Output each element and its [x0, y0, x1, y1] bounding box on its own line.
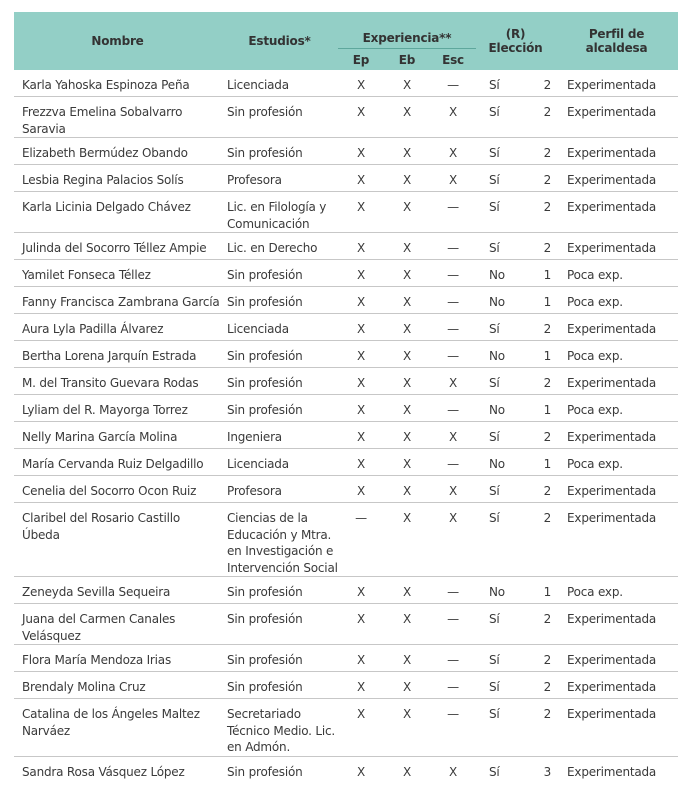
cell-reeleccion: Sí — [476, 672, 526, 699]
cell-elecciones: 2 — [526, 476, 555, 503]
cell-reeleccion: Sí — [476, 604, 526, 645]
cell-eb: X — [384, 449, 430, 476]
table-row — [14, 577, 678, 604]
cell-elecciones: 2 — [526, 645, 555, 672]
cell-estudios: Profesora — [221, 165, 338, 192]
cell-eb: X — [384, 503, 430, 577]
cell-estudios: Sin profesión — [221, 672, 338, 699]
cell-reeleccion: Sí — [476, 422, 526, 449]
cell-esc: — — [430, 192, 476, 233]
cell-estudios: Sin profesión — [221, 260, 338, 287]
cell-estudios: Sin profesión — [221, 368, 338, 395]
cell-reeleccion: Sí — [476, 476, 526, 503]
cell-eb: X — [384, 260, 430, 287]
cell-estudios: Sin profesión — [221, 138, 338, 165]
cell-nombre: Julinda del Socorro Téllez Ampie — [14, 233, 221, 260]
cell-estudios: Sin profesión — [221, 645, 338, 672]
cell-esc: — — [430, 604, 476, 645]
cell-nombre: Zeneyda Sevilla Sequeira — [14, 577, 221, 604]
cell-ep: X — [338, 604, 384, 645]
cell-eb: X — [384, 70, 430, 97]
header-experiencia: Experiencia** — [338, 12, 476, 49]
cell-ep: X — [338, 449, 384, 476]
table-row — [14, 503, 678, 577]
cell-esc: X — [430, 138, 476, 165]
cell-eb: X — [402, 764, 412, 779]
cell-ep: X — [338, 165, 384, 192]
cell-estudios: Sin profesión — [221, 341, 338, 368]
cell-ep: X — [338, 341, 384, 368]
cell-perfil: Experimentada — [555, 192, 678, 233]
cell-nombre: Nelly Marina García Molina — [14, 422, 221, 449]
cell-ep: X — [338, 287, 384, 314]
cell-perfil: Experimentada — [567, 764, 657, 779]
cell-ep: X — [338, 577, 384, 604]
cell-eb: X — [384, 577, 430, 604]
table-row — [14, 314, 678, 341]
cell-elecciones: 2 — [526, 672, 555, 699]
table-row — [14, 260, 678, 287]
cell-elecciones: 2 — [526, 165, 555, 192]
cell-perfil: Poca exp. — [555, 341, 678, 368]
cell-elecciones: 1 — [526, 341, 555, 368]
cell-perfil: Experimentada — [555, 672, 678, 699]
cell-esc: — — [430, 672, 476, 699]
cell-reeleccion: Sí — [476, 368, 526, 395]
cell-elecciones: 1 — [526, 577, 555, 604]
cell-esc: — — [430, 699, 476, 757]
cell-eb: X — [384, 422, 430, 449]
cell-perfil: Poca exp. — [555, 577, 678, 604]
cell-reeleccion: No — [476, 260, 526, 287]
cell-estudios: Licenciada — [221, 314, 338, 341]
cell-reeleccion: Sí — [476, 70, 526, 97]
cell-nombre: Karla Licinia Delgado Chávez — [14, 192, 221, 233]
table-row — [14, 672, 678, 699]
cell-esc: — — [430, 287, 476, 314]
header-eb: Eb — [384, 49, 430, 71]
cell-nombre: Cenelia del Socorro Ocon Ruiz — [14, 476, 221, 503]
cell-ep: X — [338, 672, 384, 699]
cell-reeleccion: No — [476, 449, 526, 476]
cell-nombre: Frezzva Emelina Sobalvarro Saravia — [14, 97, 221, 138]
table-row — [14, 233, 678, 260]
cell-eb: X — [384, 287, 430, 314]
cell-eb: X — [384, 314, 430, 341]
cell-eb: X — [384, 192, 430, 233]
cell-nombre: Catalina de los Ángeles Maltez Narváez — [14, 699, 221, 757]
cell-ep: X — [338, 138, 384, 165]
cell-nombre: Karla Yahoska Espinoza Peña — [14, 70, 221, 97]
cell-estudios: Ingeniera — [221, 422, 338, 449]
cell-elecciones: 2 — [526, 604, 555, 645]
header-ep: Ep — [338, 49, 384, 71]
cell-elecciones: 2 — [526, 314, 555, 341]
cell-perfil: Poca exp. — [555, 287, 678, 314]
cell-ep: X — [338, 422, 384, 449]
cell-perfil: Experimentada — [555, 165, 678, 192]
cell-perfil: Experimentada — [555, 422, 678, 449]
cell-esc: — — [430, 233, 476, 260]
table-row — [14, 395, 678, 422]
cell-elecciones: 2 — [526, 192, 555, 233]
cell-estudios: Licenciada — [221, 449, 338, 476]
cell-eb: X — [384, 368, 430, 395]
cell-esc: — — [430, 341, 476, 368]
cell-eb: X — [384, 233, 430, 260]
table-row — [14, 341, 678, 368]
cell-elecciones: 2 — [526, 70, 555, 97]
cell-ep: X — [338, 192, 384, 233]
alcaldesas-table — [14, 12, 678, 783]
table-row — [14, 699, 678, 757]
cell-nombre: Brendaly Molina Cruz — [14, 672, 221, 699]
cell-estudios: Sin profesión — [221, 604, 338, 645]
table-row — [14, 192, 678, 233]
cell-eb: X — [384, 699, 430, 757]
cell-esc: — — [430, 395, 476, 422]
cell-reeleccion: Sí — [476, 314, 526, 341]
cell-ep: X — [338, 314, 384, 341]
cell-nombre: Claribel del Rosario Castillo Úbeda — [14, 503, 221, 577]
header-estudios: Estudios* — [221, 12, 338, 70]
cell-ep: X — [356, 764, 366, 779]
header-perfil: Perfil de alcaldesa — [555, 12, 678, 70]
cell-eb: X — [384, 476, 430, 503]
table-row — [14, 476, 678, 503]
cell-estudios: Sin profesión — [221, 395, 338, 422]
cell-esc: — — [430, 70, 476, 97]
cell-eb: X — [384, 341, 430, 368]
cell-esc: — — [430, 645, 476, 672]
cell-perfil: Poca exp. — [555, 395, 678, 422]
cell-esc: X — [448, 764, 458, 779]
cell-estudios: Sin profesión — [227, 764, 303, 779]
cell-perfil: Experimentada — [555, 233, 678, 260]
cell-reeleccion: Sí — [476, 233, 526, 260]
cell-ep: X — [338, 699, 384, 757]
cell-ep: X — [338, 395, 384, 422]
cell-reeleccion: Sí — [476, 192, 526, 233]
cell-esc: X — [430, 476, 476, 503]
cell-nombre: Lyliam del R. Mayorga Torrez — [14, 395, 221, 422]
cell-estudios: Sin profesión — [221, 577, 338, 604]
cell-estudios: Ciencias de la Educación y Mtra. en Investigación e Intervención Social — [221, 503, 338, 577]
cell-esc: X — [430, 165, 476, 192]
cell-nombre: Elizabeth Bermúdez Obando — [14, 138, 221, 165]
table-body — [14, 70, 678, 783]
cell-ep: X — [338, 260, 384, 287]
cell-perfil: Experimentada — [555, 604, 678, 645]
cell-ep: X — [338, 97, 384, 138]
cell-eb: X — [384, 645, 430, 672]
cell-eb: X — [384, 97, 430, 138]
cell-ep: — — [338, 503, 384, 577]
cell-reeleccion: Sí — [476, 645, 526, 672]
cell-nombre: Juana del Carmen Canales Velásquez — [14, 604, 221, 645]
cell-elecciones: 2 — [526, 368, 555, 395]
cell-estudios: Lic. en Filología y Comunicación — [221, 192, 338, 233]
cell-elecciones: 2 — [526, 422, 555, 449]
cell-reeleccion: Sí — [476, 165, 526, 192]
cell-nombre: Flora María Mendoza Irias — [14, 645, 221, 672]
cell-estudios: Secretariado Técnico Medio. Lic. en Admón. — [221, 699, 338, 757]
cell-elecciones: 2 — [526, 503, 555, 577]
cell-nombre: Fanny Francisca Zambrana García — [14, 287, 221, 314]
cell-reeleccion: Sí — [476, 97, 526, 138]
cell-ep: X — [338, 233, 384, 260]
cell-ep: X — [338, 70, 384, 97]
cell-nombre: M. del Transito Guevara Rodas — [14, 368, 221, 395]
header-nombre: Nombre — [14, 12, 221, 70]
cell-esc: — — [430, 449, 476, 476]
cell-elecciones: 2 — [526, 97, 555, 138]
cell-perfil: Experimentada — [555, 97, 678, 138]
cell-esc: X — [430, 503, 476, 577]
table-row — [14, 165, 678, 192]
cell-nombre: María Cervanda Ruiz Delgadillo — [14, 449, 221, 476]
cell-perfil: Experimentada — [555, 314, 678, 341]
cell-estudios: Sin profesión — [221, 287, 338, 314]
cell-perfil: Poca exp. — [555, 449, 678, 476]
cell-ep: X — [338, 368, 384, 395]
cell-perfil: Poca exp. — [555, 260, 678, 287]
cell-esc: — — [430, 260, 476, 287]
cell-perfil: Experimentada — [555, 70, 678, 97]
cell-estudios: Lic. en Derecho — [221, 233, 338, 260]
table-header — [14, 12, 678, 70]
cell-esc: — — [430, 577, 476, 604]
header-eleccion: (R) Elección — [476, 12, 555, 70]
table-row — [14, 422, 678, 449]
cell-estudios: Sin profesión — [221, 97, 338, 138]
cell-elecciones: 1 — [526, 287, 555, 314]
cell-reeleccion: Sí — [476, 138, 526, 165]
cell-nombre: Aura Lyla Padilla Álvarez — [14, 314, 221, 341]
header-esc: Esc — [430, 49, 476, 71]
cell-elecciones: 2 — [526, 233, 555, 260]
cell-esc: — — [430, 314, 476, 341]
cell-reeleccion: Sí — [476, 503, 526, 577]
cell-esc: X — [430, 97, 476, 138]
cell-reeleccion: No — [476, 341, 526, 368]
cell-elecciones: 2 — [526, 138, 555, 165]
cell-estudios: Licenciada — [221, 70, 338, 97]
table-row — [14, 287, 678, 314]
cell-eb: X — [384, 138, 430, 165]
cell-reeleccion: No — [476, 577, 526, 604]
cell-reeleccion: Sí — [489, 764, 500, 779]
cell-reeleccion: No — [476, 287, 526, 314]
cell-nombre: Sandra Rosa Vásquez López — [22, 764, 185, 779]
cell-esc: X — [430, 368, 476, 395]
table-row — [14, 368, 678, 395]
table-row — [14, 97, 678, 138]
table-row — [14, 756, 678, 783]
cell-eb: X — [384, 672, 430, 699]
table-row — [14, 645, 678, 672]
cell-elecciones: 1 — [526, 395, 555, 422]
cell-nombre: Lesbia Regina Palacios Solís — [14, 165, 221, 192]
cell-elecciones: 3 — [543, 764, 552, 779]
cell-perfil: Experimentada — [555, 503, 678, 577]
cell-elecciones: 1 — [526, 260, 555, 287]
table-row — [14, 604, 678, 645]
cell-reeleccion: Sí — [476, 699, 526, 757]
cell-perfil: Experimentada — [555, 645, 678, 672]
cell-nombre: Yamilet Fonseca Téllez — [14, 260, 221, 287]
cell-eb: X — [384, 604, 430, 645]
cell-esc: X — [430, 422, 476, 449]
table-row — [14, 138, 678, 165]
cell-elecciones: 1 — [526, 449, 555, 476]
cell-perfil: Experimentada — [555, 138, 678, 165]
table-row — [14, 449, 678, 476]
table-row — [14, 70, 678, 97]
cell-ep: X — [338, 476, 384, 503]
cell-eb: X — [384, 165, 430, 192]
cell-perfil: Experimentada — [555, 368, 678, 395]
cell-ep: X — [338, 645, 384, 672]
cell-estudios: Profesora — [221, 476, 338, 503]
cell-nombre: Bertha Lorena Jarquín Estrada — [14, 341, 221, 368]
cell-reeleccion: No — [476, 395, 526, 422]
cell-perfil: Experimentada — [555, 699, 678, 757]
cell-perfil: Experimentada — [555, 476, 678, 503]
cell-elecciones: 2 — [526, 699, 555, 757]
cell-eb: X — [384, 395, 430, 422]
